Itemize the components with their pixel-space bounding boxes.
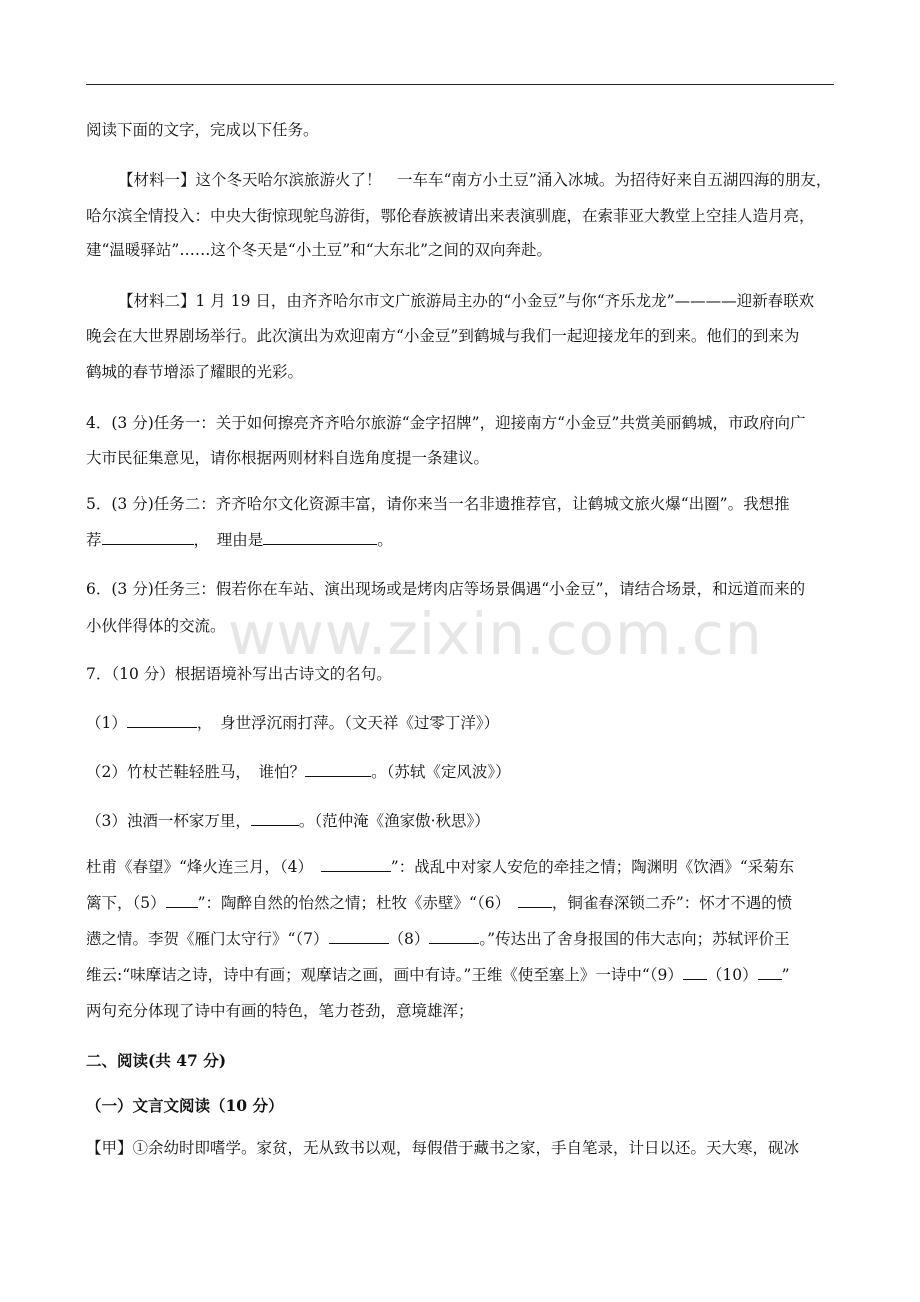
q5-line1: 5．(3 分)任务二：齐齐哈尔文化资源丰富，请你来当一名非遗推荐官，让鹤城文旅火爆“出圈”。我想推 bbox=[86, 495, 790, 513]
q7-para-line1 bbox=[86, 857, 794, 877]
answer-blank[interactable] bbox=[429, 929, 479, 944]
section2-title: 二、阅读(共 47 分) bbox=[86, 1051, 227, 1070]
q5-line2 bbox=[86, 530, 393, 550]
para-text: 杜甫《春望》“烽火连三月，（4） bbox=[86, 858, 321, 876]
q7-para-line4 bbox=[86, 965, 790, 985]
answer-blank[interactable] bbox=[166, 893, 198, 908]
item-text: （2）竹杖芒鞋轻胜马， 谁怕？ bbox=[86, 763, 306, 781]
answer-blank[interactable] bbox=[321, 857, 391, 872]
section2-subtitle: （一）文言文阅读（10 分） bbox=[86, 1096, 284, 1115]
q4-line2: 大市民征集意见，请你根据两则材料自选角度提一条建议。 bbox=[86, 449, 490, 467]
q7-para-line3 bbox=[86, 929, 790, 949]
answer-blank[interactable] bbox=[251, 811, 299, 826]
q7-para-line2 bbox=[86, 893, 792, 913]
answer-blank[interactable] bbox=[263, 530, 377, 545]
para-text: ”：战乱中对家人安危的牵挂之情；陶渊明《饮酒》“采菊东 bbox=[390, 858, 795, 876]
q6-line1: 6．(3 分)任务三：假若你在车站、演出现场或是烤肉店等场景偶遇“小金豆”，请结合场景，和远道而来的 bbox=[86, 580, 806, 598]
item-text: （3）浊酒一杯家万里， bbox=[86, 812, 251, 830]
para-text: （8） bbox=[388, 930, 430, 948]
intro-text: 阅读下面的文字，完成以下任务。 bbox=[86, 121, 319, 139]
item-label: （1） bbox=[86, 714, 127, 732]
q7-para-line5: 两句充分体现了诗中有画的特色，笔力苍劲，意境雄浑； bbox=[86, 1002, 474, 1020]
item-text: 。（苏轼《定风波》） bbox=[371, 763, 511, 781]
material1-line2: 哈尔滨全情投入：中央大街惊现鸵鸟游街，鄂伦春族被请出来表演驯鹿，在索菲亚大教堂上空挂人造月亮， bbox=[86, 207, 815, 225]
q7-title: 7．（10 分）根据语境补写出古诗文的名句。 bbox=[86, 665, 392, 683]
q7-item2 bbox=[86, 762, 511, 782]
q4-line1: 4．(3 分)任务一：关于如何擦亮齐齐哈尔旅游“金字招牌”，迎接南方“小金豆”共赏美丽鹤城，市政府向广 bbox=[86, 414, 806, 432]
q7-item1 bbox=[86, 713, 499, 733]
answer-blank[interactable] bbox=[518, 893, 552, 908]
para-text: 篱下，（5） bbox=[86, 894, 166, 912]
answer-blank[interactable] bbox=[683, 965, 707, 980]
para-text: （10） bbox=[706, 966, 758, 984]
q5-text-c: 。 bbox=[377, 531, 393, 549]
watermark: www.zixin.com.cn bbox=[228, 600, 763, 668]
para-text: ，铜雀春深锁二乔”：怀才不遇的愤 bbox=[551, 894, 793, 912]
material2-line2: 晚会在大世界剧场举行。此次演出为欢迎南方“小金豆”到鹤城与我们一起迎接龙年的到来。他们的到来为 bbox=[86, 327, 800, 345]
material2-line1: 【材料二】1 月 19 日，由齐齐哈尔市文广旅游局主办的“小金豆”与你“齐乐龙龙”————迎新春联欢 bbox=[118, 292, 815, 310]
para-text: 维云:“味摩诘之诗，诗中有画；观摩诘之画，画中有诗。”王维《使至塞上》一诗中“（9） bbox=[86, 966, 683, 984]
material1-line3: 建“温暖驿站”……这个冬天是“小土豆”和“大东北”之间的双向奔赴。 bbox=[86, 241, 553, 259]
q6-line2: 小伙伴得体的交流。 bbox=[86, 617, 226, 635]
answer-blank[interactable] bbox=[102, 530, 194, 545]
item-text: ， 身世浮沉雨打萍。（文天祥《过零丁洋》） bbox=[196, 714, 500, 732]
material2-line3: 鹤城的春节增添了耀眼的光彩。 bbox=[86, 363, 304, 381]
para-text: 懑之情。李贺《雁门太守行》“（7） bbox=[86, 930, 329, 948]
classical-text-line1: 【甲】①余幼时即嗜学。家贫，无从致书以观，每假借于藏书之家，手自笔录，计日以还。天大寒，砚冰 bbox=[86, 1139, 800, 1157]
para-text: ” bbox=[781, 966, 790, 984]
item-text: 。（范仲淹《渔家傲·秋思》） bbox=[298, 812, 490, 830]
q5-text-b: ， 理由是 bbox=[193, 531, 264, 549]
material1-line1: 【材料一】这个冬天哈尔滨旅游火了！ 一车车“南方小土豆”涌入冰城。为招待好来自五湖四海的朋友， bbox=[118, 171, 832, 189]
header-rule bbox=[86, 84, 834, 85]
answer-blank[interactable] bbox=[305, 762, 371, 777]
answer-blank[interactable] bbox=[127, 713, 197, 728]
q7-item3 bbox=[86, 811, 490, 831]
para-text: ”：陶醉自然的怡然之情；杜牧《赤壁》“（6） bbox=[197, 894, 518, 912]
q5-text-a: 荐 bbox=[86, 531, 102, 549]
answer-blank[interactable] bbox=[758, 965, 782, 980]
para-text: 。”传达出了舍身报国的伟大志向；苏轼评价王 bbox=[479, 930, 790, 948]
answer-blank[interactable] bbox=[329, 929, 389, 944]
